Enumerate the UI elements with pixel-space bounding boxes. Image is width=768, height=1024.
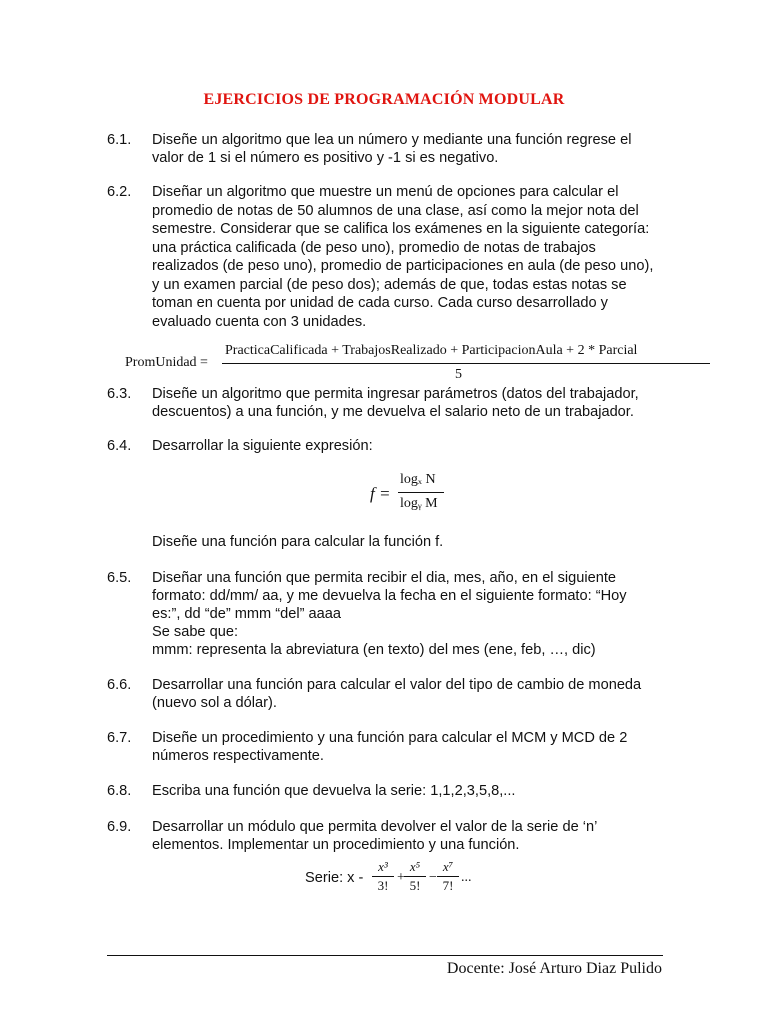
exercise-line: evaluado cuenta con 3 unidades. [152, 313, 367, 330]
exercise-number: 6.9. [107, 819, 132, 835]
term-numerator: x⁷ [442, 859, 454, 874]
exercise-number: 6.7. [107, 730, 132, 746]
exercise-line: realizados (de peso uno), promedio de participaciones en aula (de peso uno), [152, 258, 654, 274]
exercise-6-4-after [107, 533, 663, 553]
exercise-number: 6.1. [107, 132, 132, 148]
serie-ellipsis: ... [461, 870, 472, 885]
exercise-line: una práctica calificada (de peso uno), promedio de notas de trabajos [152, 239, 596, 256]
exercise-line: Diseñe una función para calcular la función f. [152, 534, 444, 550]
formula-lhs: PromUnidad = [125, 355, 208, 370]
exercise-line: elementos. Implementar un procedimiento y una función. [152, 837, 520, 853]
serie-operator: + [397, 870, 405, 885]
exercise-6-5 [107, 569, 663, 661]
fraction-bar [222, 363, 710, 364]
formula-numerator: logₓ N [400, 472, 436, 487]
exercise-6-7 [107, 729, 663, 769]
exercise-6-2 [107, 183, 663, 333]
exercise-line: Diseñe un algoritmo que permita ingresar parámetros (datos del trabajador, [152, 386, 639, 402]
formula-denominator: 5 [455, 367, 462, 382]
exercise-6-9 [107, 818, 663, 858]
exercise-line: es:”, dd “de” mmm “del” aaaa [152, 606, 341, 622]
exercise-6-1 [107, 131, 663, 171]
exercise-line: Desarrollar la siguiente expresión: [152, 438, 373, 454]
term-numerator: x³ [378, 859, 388, 874]
formula-lhs: f = [370, 484, 391, 503]
serie-term-2 [403, 858, 427, 895]
exercise-number: 6.4. [107, 438, 132, 454]
serie-label: Serie: x - [305, 870, 364, 886]
exercise-line: Escriba una función que devuelva la serie: 1,1,2,3,5,8,... [152, 783, 516, 799]
exercise-line: semestre. Considerar que se califica los exámenes en la siguiente categoría: [152, 221, 650, 237]
exercise-line: Diseñar una función que permita recibir el dia, mes, año, en el siguiente [152, 570, 617, 586]
formula-promedio-unidad [125, 343, 685, 385]
exercise-number: 6.5. [107, 570, 132, 586]
term-denominator: 3! [377, 878, 389, 893]
document-title: EJERCICIOS DE PROGRAMACIÓN MODULAR [203, 91, 565, 108]
serie-operator: − [429, 870, 437, 885]
exercise-line: toman en cuenta por unidad de cada curso. Cada curso desarrollado y [152, 295, 608, 311]
term-denominator: 5! [409, 878, 421, 893]
exercise-line: descuentos) a una función, y me devuelva el salario neto de un trabajador. [152, 404, 634, 420]
footer-docente: Docente: José Arturo Diaz Pulido [446, 960, 662, 977]
exercise-6-8 [107, 782, 663, 802]
formula-serie [305, 858, 505, 902]
exercise-line: Diseñar un algoritmo que muestre un menú de opciones para calcular el [152, 184, 619, 200]
exercise-line: y un examen parcial (de peso dos); además de que, todas estas notas se [152, 276, 627, 293]
formula-numerator: PracticaCalificada + TrabajosRealizado + ParticipacionAula + 2 * Parcial [225, 343, 638, 358]
exercise-6-6 [107, 676, 663, 716]
formula-log-ratio [370, 472, 460, 516]
exercise-line: formato: dd/mm/ aa, y me devuelva la fecha en el siguiente formato: “Hoy [152, 588, 627, 604]
exercise-line: Desarrollar un módulo que permita devolver el valor de la serie de ‘n’ [152, 819, 598, 835]
exercise-6-4 [107, 437, 663, 457]
serie-term-3 [436, 858, 460, 895]
footer-divider [107, 955, 663, 956]
exercise-line: Desarrollar una función para calcular el valor del tipo de cambio de moneda [152, 677, 642, 693]
exercise-number: 6.8. [107, 783, 132, 799]
exercise-6-3 [107, 385, 663, 425]
exercise-line: valor de 1 si el número es positivo y -1 si es negativo. [152, 150, 499, 166]
exercise-line: mmm: representa la abreviatura (en texto) del mes (ene, feb, …, dic) [152, 642, 596, 658]
exercise-line: Se sabe que: [152, 624, 239, 640]
exercise-line: números respectivamente. [152, 748, 324, 764]
fraction-bar [398, 492, 444, 493]
exercise-line: Diseñe un procedimiento y una función para calcular el MCM y MCD de 2 [152, 730, 628, 746]
term-denominator: 7! [442, 878, 454, 893]
formula-denominator: logᵧ M [400, 496, 438, 511]
exercise-line: (nuevo sol a dólar). [152, 695, 277, 711]
exercise-line: Diseñe un algoritmo que lea un número y mediante una función regrese el [152, 132, 632, 148]
exercise-number: 6.3. [107, 386, 132, 402]
exercise-line: promedio de notas de 50 alumnos de una clase, así como la mejor nota del [152, 202, 639, 219]
exercise-number: 6.2. [107, 184, 132, 200]
term-numerator: x⁵ [409, 859, 421, 874]
exercise-number: 6.6. [107, 677, 132, 693]
serie-term-1 [371, 858, 395, 895]
